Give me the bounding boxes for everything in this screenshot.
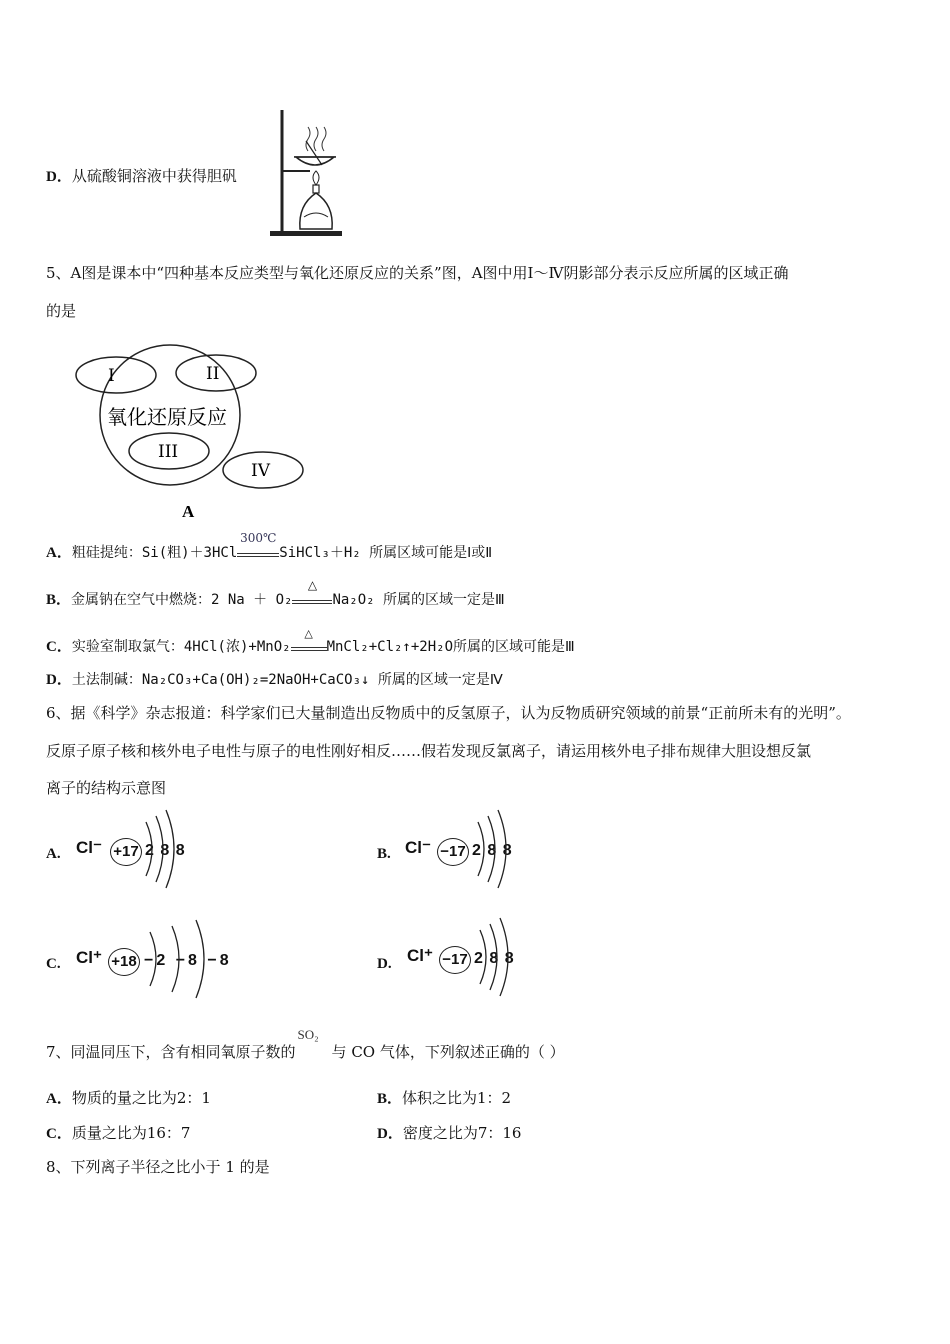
option-text: 物质的量之比为2：1 bbox=[71, 1089, 211, 1107]
region-3-label: III bbox=[158, 442, 179, 462]
ion-symbol: Cl⁺ bbox=[407, 946, 433, 965]
option-text: 密度之比为7：16 bbox=[402, 1124, 522, 1142]
so2-text: SO₂ bbox=[297, 1027, 319, 1042]
option-letter: A． bbox=[46, 1091, 72, 1107]
q6-stem-line1: 6、据《科学》杂志报道：科学家们已大量制造出反物质中的反氢原子，认为反物质研究领域的前景“正前所未有的光明”。 bbox=[46, 704, 851, 722]
redox-venn-diagram bbox=[70, 340, 310, 525]
option-letter: D． bbox=[46, 672, 72, 688]
q6-option-d bbox=[377, 946, 515, 986]
option-text-2: MnCl₂+Cl₂↑+2H₂O所属的区域可能是Ⅲ bbox=[326, 639, 575, 655]
nucleus-circle: +17 bbox=[110, 838, 142, 866]
option-letter: D． bbox=[46, 169, 72, 185]
q6-stem-line3: 离子的结构示意图 bbox=[46, 779, 167, 797]
option-letter: C． bbox=[46, 1126, 72, 1142]
option-text: 体积之比为1：2 bbox=[402, 1089, 512, 1107]
diagram-caption: A bbox=[182, 502, 195, 521]
option-letter: B. bbox=[377, 846, 391, 862]
ion-symbol: Cl⁻ bbox=[76, 838, 102, 857]
q7-stem-part1: 7、同温同压下，含有相同氧原子数的 bbox=[46, 1043, 296, 1061]
reaction-condition bbox=[291, 627, 327, 651]
q6-option-b bbox=[377, 836, 513, 876]
option-letter: B． bbox=[46, 592, 72, 608]
q7-stem-part2: 与 CO 气体，下列叙述正确的（ ） bbox=[331, 1043, 565, 1061]
nucleus-circle: −17 bbox=[437, 838, 469, 866]
q7-option-b bbox=[377, 1087, 511, 1108]
heat-icon: △ bbox=[307, 578, 318, 592]
option-text: 从硫酸铜溶液中获得胆矾 bbox=[71, 167, 237, 185]
option-text: 实验室制取氯气：4HCl(浓)+MnO₂ bbox=[71, 639, 291, 655]
q6-stem-line2: 反原子原子核和核外电子电性与原子的电性刚好相反……假若发现反氯离子，请运用核外电子排布规律大胆设想反氯 bbox=[46, 742, 812, 760]
q7-option-a bbox=[46, 1087, 211, 1108]
option-letter: D. bbox=[377, 956, 392, 972]
evaporation-apparatus-image bbox=[262, 105, 342, 240]
option-text-2: SiHCl₃＋H₂ 所属区域可能是Ⅰ或Ⅱ bbox=[279, 545, 493, 561]
q6-option-a bbox=[46, 836, 186, 876]
electron-shells: 2 8 8 bbox=[472, 842, 513, 859]
reaction-condition bbox=[292, 578, 332, 604]
region-1-ellipse bbox=[76, 357, 156, 393]
shell-arcs-d bbox=[474, 916, 524, 998]
nucleus-circle: −17 bbox=[439, 946, 471, 974]
q5-stem-line1: 5、A图是课本中“四种基本反应类型与氧化还原反应的关系”图，A图中用Ⅰ～Ⅳ阴影部分表示反应所属的区域正确 bbox=[46, 264, 789, 282]
heat-icon: △ bbox=[304, 627, 313, 640]
shell-arcs-a bbox=[140, 808, 190, 890]
q6-option-c bbox=[46, 946, 232, 986]
region-2-label: II bbox=[206, 364, 220, 384]
option-text: 土法制碱：Na₂CO₃+Ca(OH)₂=2NaOH+CaCO₃↓ 所属的区域一定是Ⅳ bbox=[71, 672, 503, 688]
electron-shells: 2 8 8 bbox=[145, 842, 186, 859]
q7-option-d bbox=[377, 1122, 521, 1143]
option-letter: A. bbox=[46, 846, 61, 862]
condition-text: 300℃ bbox=[240, 531, 277, 545]
nucleus-circle: +18 bbox=[108, 948, 140, 976]
q7-option-c bbox=[46, 1122, 190, 1143]
option-letter: A． bbox=[46, 545, 72, 561]
option-text-2: Na₂O₂ 所属的区域一定是Ⅲ bbox=[332, 592, 505, 608]
q7-stem bbox=[46, 1027, 565, 1062]
q5-option-c bbox=[46, 627, 575, 656]
reaction-condition bbox=[237, 531, 279, 557]
region-4-label: IV bbox=[251, 461, 270, 481]
q5-option-a bbox=[46, 531, 493, 562]
option-text: 金属钠在空气中燃烧：2 Na ＋ O₂ bbox=[71, 592, 293, 608]
shell-arcs-c bbox=[140, 918, 220, 1000]
q5-stem-line2: 的是 bbox=[46, 302, 77, 320]
electron-shells: 2 8 8 bbox=[474, 950, 515, 967]
option-letter: C． bbox=[46, 639, 72, 655]
option-text: 粗硅提纯：Si(粗)＋3HCl bbox=[71, 545, 238, 561]
redox-center-label: 氧化还原反应 bbox=[107, 405, 227, 429]
so2-formula bbox=[296, 1027, 332, 1061]
q5-option-b bbox=[46, 578, 505, 609]
option-letter: C. bbox=[46, 956, 61, 972]
ion-symbol: Cl⁺ bbox=[76, 948, 102, 967]
shell-arcs-b bbox=[472, 808, 522, 890]
q5-option-d bbox=[46, 668, 503, 689]
option-text: 质量之比为16：7 bbox=[71, 1124, 191, 1142]
region-1-label: I bbox=[108, 366, 115, 386]
ion-symbol: Cl⁻ bbox=[405, 838, 431, 857]
electron-shells: −2 −8 −8 bbox=[144, 952, 232, 969]
option-letter: B． bbox=[377, 1091, 403, 1107]
q4-option-d bbox=[46, 165, 237, 186]
q8-stem: 8、下列离子半径之比小于 1 的是 bbox=[46, 1158, 270, 1176]
option-letter: D． bbox=[377, 1126, 403, 1142]
